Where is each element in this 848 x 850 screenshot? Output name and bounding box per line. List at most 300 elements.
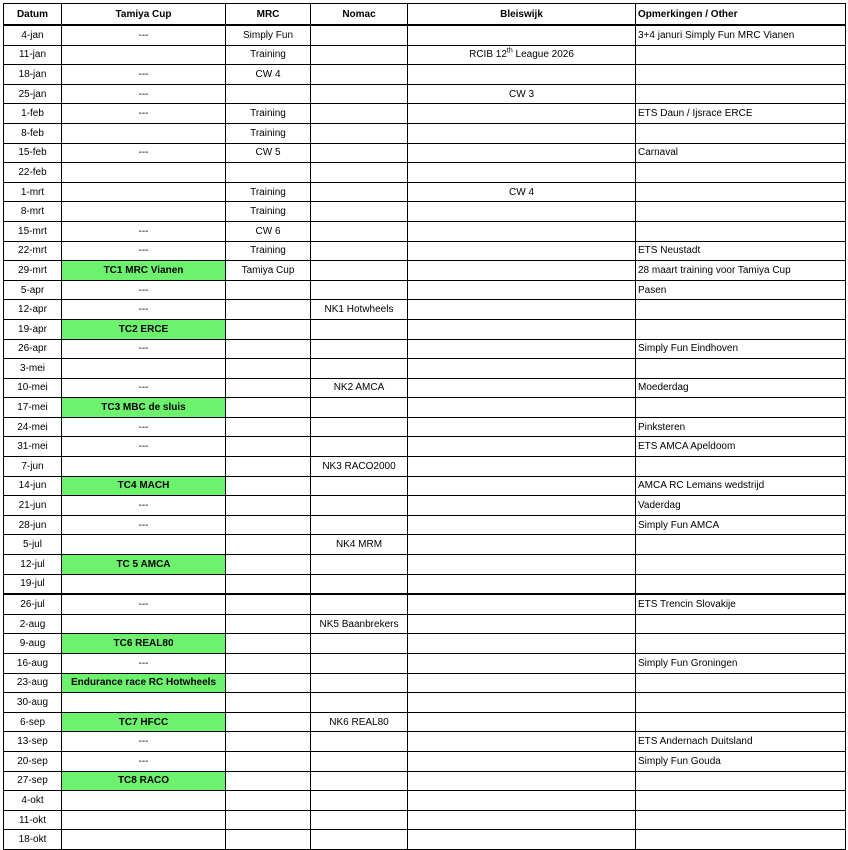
cell-mrc: Training [226, 182, 311, 202]
cell-tamiya-cup [62, 457, 226, 477]
cell-datum: 6-sep [4, 712, 62, 732]
cell-nomac [311, 515, 408, 535]
cell-tamiya-cup: --- [62, 339, 226, 359]
cell-opmerkingen: ETS Andernach Duitsland [636, 732, 846, 752]
cell-mrc [226, 496, 311, 516]
cell-opmerkingen: ETS Daun / Ijsrace ERCE [636, 104, 846, 124]
cell-opmerkingen [636, 221, 846, 241]
table-row [4, 614, 846, 634]
cell-opmerkingen: AMCA RC Lemans wedstrijd [636, 476, 846, 496]
cell-bleiswijk [408, 614, 636, 634]
cell-opmerkingen [636, 535, 846, 555]
cell-opmerkingen: Vaderdag [636, 496, 846, 516]
cell-nomac [311, 398, 408, 418]
table-row [4, 241, 846, 261]
header-bleiswijk: Bleiswijk [408, 4, 636, 26]
cell-nomac: NK1 Hotwheels [311, 300, 408, 320]
cell-mrc [226, 359, 311, 379]
cell-nomac [311, 634, 408, 654]
table-row [4, 417, 846, 437]
cell-mrc: Training [226, 45, 311, 65]
cell-datum: 18-jan [4, 65, 62, 85]
cell-mrc: CW 5 [226, 143, 311, 163]
cell-datum: 3-mei [4, 359, 62, 379]
cell-tamiya-cup: TC1 MRC Vianen [62, 261, 226, 281]
cell-opmerkingen [636, 673, 846, 693]
cell-nomac: NK5 Baanbrekers [311, 614, 408, 634]
cell-datum: 19-jul [4, 574, 62, 594]
cell-bleiswijk [408, 241, 636, 261]
header-tamiya-cup: Tamiya Cup [62, 4, 226, 26]
cell-datum: 15-feb [4, 143, 62, 163]
cell-bleiswijk [408, 398, 636, 418]
cell-tamiya-cup: --- [62, 143, 226, 163]
cell-opmerkingen: Pasen [636, 280, 846, 300]
cell-mrc: Training [226, 104, 311, 124]
cell-tamiya-cup [62, 182, 226, 202]
table-row [4, 496, 846, 516]
cell-mrc [226, 712, 311, 732]
cell-nomac [311, 182, 408, 202]
table-row [4, 182, 846, 202]
cell-tamiya-cup: TC3 MBC de sluis [62, 398, 226, 418]
cell-datum: 12-apr [4, 300, 62, 320]
cell-mrc [226, 437, 311, 457]
cell-opmerkingen: Simply Fun Eindhoven [636, 339, 846, 359]
cell-bleiswijk [408, 221, 636, 241]
cell-opmerkingen [636, 84, 846, 104]
cell-nomac [311, 751, 408, 771]
cell-opmerkingen [636, 555, 846, 575]
cell-nomac [311, 732, 408, 752]
cell-nomac [311, 45, 408, 65]
cell-nomac [311, 241, 408, 261]
cell-nomac [311, 202, 408, 222]
cell-datum: 7-jun [4, 457, 62, 477]
cell-datum: 4-okt [4, 791, 62, 811]
cell-opmerkingen [636, 163, 846, 183]
cell-mrc [226, 810, 311, 830]
cell-tamiya-cup [62, 791, 226, 811]
cell-tamiya-cup: --- [62, 594, 226, 614]
cell-nomac [311, 771, 408, 791]
cell-tamiya-cup [62, 614, 226, 634]
cell-nomac [311, 25, 408, 45]
cell-tamiya-cup: --- [62, 84, 226, 104]
cell-mrc [226, 339, 311, 359]
cell-datum: 11-okt [4, 810, 62, 830]
cell-tamiya-cup [62, 830, 226, 850]
cell-bleiswijk [408, 163, 636, 183]
table-row [4, 280, 846, 300]
table-row [4, 476, 846, 496]
cell-bleiswijk [408, 476, 636, 496]
cell-mrc [226, 751, 311, 771]
cell-datum: 5-jul [4, 535, 62, 555]
cell-datum: 29-mrt [4, 261, 62, 281]
cell-datum: 4-jan [4, 25, 62, 45]
cell-bleiswijk [408, 319, 636, 339]
cell-opmerkingen [636, 359, 846, 379]
cell-bleiswijk [408, 359, 636, 379]
header-datum: Datum [4, 4, 62, 26]
table-row [4, 693, 846, 713]
cell-mrc [226, 693, 311, 713]
cell-mrc [226, 280, 311, 300]
cell-mrc [226, 417, 311, 437]
cell-tamiya-cup [62, 693, 226, 713]
cell-tamiya-cup: TC7 HFCC [62, 712, 226, 732]
cell-nomac [311, 654, 408, 674]
cell-bleiswijk [408, 574, 636, 594]
table-row [4, 339, 846, 359]
table-row [4, 143, 846, 163]
cell-nomac [311, 791, 408, 811]
cell-datum: 1-mrt [4, 182, 62, 202]
cell-opmerkingen [636, 791, 846, 811]
cell-nomac [311, 143, 408, 163]
cell-datum: 30-aug [4, 693, 62, 713]
cell-tamiya-cup: --- [62, 496, 226, 516]
cell-opmerkingen [636, 574, 846, 594]
header-mrc: MRC [226, 4, 311, 26]
cell-nomac [311, 496, 408, 516]
cell-nomac [311, 104, 408, 124]
cell-tamiya-cup: --- [62, 300, 226, 320]
cell-tamiya-cup [62, 359, 226, 379]
cell-datum: 16-aug [4, 654, 62, 674]
cell-nomac [311, 574, 408, 594]
cell-mrc [226, 791, 311, 811]
cell-opmerkingen [636, 712, 846, 732]
cell-opmerkingen [636, 771, 846, 791]
cell-bleiswijk [408, 594, 636, 614]
cell-opmerkingen [636, 123, 846, 143]
cell-bleiswijk [408, 202, 636, 222]
cell-opmerkingen: 3+4 januri Simply Fun MRC Vianen [636, 25, 846, 45]
cell-bleiswijk [408, 378, 636, 398]
table-row [4, 319, 846, 339]
cell-opmerkingen [636, 398, 846, 418]
cell-mrc [226, 771, 311, 791]
cell-bleiswijk [408, 810, 636, 830]
cell-datum: 28-jun [4, 515, 62, 535]
table-row [4, 300, 846, 320]
table-row [4, 712, 846, 732]
cell-datum: 5-apr [4, 280, 62, 300]
cell-opmerkingen [636, 202, 846, 222]
cell-nomac [311, 594, 408, 614]
cell-opmerkingen [636, 830, 846, 850]
cell-nomac: NK4 MRM [311, 535, 408, 555]
cell-mrc [226, 515, 311, 535]
cell-tamiya-cup [62, 810, 226, 830]
cell-nomac: NK6 REAL80 [311, 712, 408, 732]
cell-mrc: Training [226, 123, 311, 143]
cell-opmerkingen: Simply Fun Groningen [636, 654, 846, 674]
cell-tamiya-cup: TC2 ERCE [62, 319, 226, 339]
table-row [4, 791, 846, 811]
cell-bleiswijk [408, 457, 636, 477]
cell-datum: 21-jun [4, 496, 62, 516]
cell-datum: 13-sep [4, 732, 62, 752]
cell-mrc [226, 673, 311, 693]
table-row [4, 751, 846, 771]
header-opmerkingen: Opmerkingen / Other [636, 4, 846, 26]
cell-datum: 11-jan [4, 45, 62, 65]
cell-opmerkingen [636, 45, 846, 65]
cell-nomac [311, 476, 408, 496]
cell-opmerkingen: 28 maart training voor Tamiya Cup [636, 261, 846, 281]
bleiswijk-text: RCIB 12 [469, 49, 507, 61]
cell-bleiswijk [408, 417, 636, 437]
cell-mrc [226, 476, 311, 496]
cell-nomac [311, 261, 408, 281]
cell-mrc: Training [226, 202, 311, 222]
cell-mrc [226, 84, 311, 104]
table-row [4, 574, 846, 594]
cell-opmerkingen: ETS Neustadt [636, 241, 846, 261]
cell-datum: 18-okt [4, 830, 62, 850]
cell-mrc: CW 6 [226, 221, 311, 241]
table-row [4, 515, 846, 535]
table-row [4, 771, 846, 791]
cell-tamiya-cup: --- [62, 280, 226, 300]
calendar-rows [4, 25, 846, 849]
table-row [4, 25, 846, 45]
cell-tamiya-cup [62, 535, 226, 555]
cell-datum: 14-jun [4, 476, 62, 496]
cell-tamiya-cup: --- [62, 751, 226, 771]
cell-opmerkingen: Pinksteren [636, 417, 846, 437]
cell-datum: 22-feb [4, 163, 62, 183]
cell-nomac [311, 673, 408, 693]
cell-nomac [311, 359, 408, 379]
cell-bleiswijk [408, 261, 636, 281]
cell-opmerkingen [636, 457, 846, 477]
cell-nomac [311, 555, 408, 575]
table-row [4, 359, 846, 379]
cell-datum: 17-mei [4, 398, 62, 418]
cell-datum: 31-mei [4, 437, 62, 457]
cell-mrc [226, 574, 311, 594]
cell-bleiswijk [408, 654, 636, 674]
cell-datum: 10-mei [4, 378, 62, 398]
cell-bleiswijk [408, 732, 636, 752]
cell-opmerkingen [636, 810, 846, 830]
cell-datum: 23-aug [4, 673, 62, 693]
table-row [4, 398, 846, 418]
cell-opmerkingen [636, 693, 846, 713]
cell-datum: 19-apr [4, 319, 62, 339]
cell-bleiswijk [408, 25, 636, 45]
table-row [4, 123, 846, 143]
cell-bleiswijk [408, 555, 636, 575]
cell-mrc [226, 398, 311, 418]
cell-opmerkingen: Simply Fun AMCA [636, 515, 846, 535]
cell-bleiswijk [408, 634, 636, 654]
cell-datum: 12-jul [4, 555, 62, 575]
cell-bleiswijk [408, 45, 636, 65]
bleiswijk-superscript: th [506, 48, 513, 56]
cell-tamiya-cup: --- [62, 65, 226, 85]
cell-opmerkingen: ETS Trencin Slovakije [636, 594, 846, 614]
table-row [4, 65, 846, 85]
cell-tamiya-cup [62, 123, 226, 143]
cell-mrc [226, 300, 311, 320]
cell-mrc: Training [226, 241, 311, 261]
cell-nomac: NK2 AMCA [311, 378, 408, 398]
cell-opmerkingen [636, 634, 846, 654]
table-row [4, 261, 846, 281]
cell-nomac [311, 339, 408, 359]
cell-bleiswijk [408, 830, 636, 850]
table-row [4, 104, 846, 124]
cell-tamiya-cup [62, 163, 226, 183]
cell-bleiswijk [408, 300, 636, 320]
cell-opmerkingen: Simply Fun Gouda [636, 751, 846, 771]
cell-nomac [311, 810, 408, 830]
cell-nomac [311, 163, 408, 183]
cell-mrc [226, 378, 311, 398]
table-row [4, 84, 846, 104]
cell-bleiswijk [408, 751, 636, 771]
table-row [4, 634, 846, 654]
cell-mrc: Simply Fun [226, 25, 311, 45]
cell-tamiya-cup: --- [62, 25, 226, 45]
cell-opmerkingen: Carnaval [636, 143, 846, 163]
cell-tamiya-cup: --- [62, 417, 226, 437]
cell-bleiswijk [408, 791, 636, 811]
cell-datum: 20-sep [4, 751, 62, 771]
cell-opmerkingen [636, 65, 846, 85]
bleiswijk-text-tail: League 2026 [512, 49, 574, 61]
table-row [4, 45, 846, 65]
cell-opmerkingen [636, 300, 846, 320]
table-row [4, 732, 846, 752]
cell-bleiswijk [408, 104, 636, 124]
cell-nomac [311, 280, 408, 300]
cell-tamiya-cup [62, 202, 226, 222]
cell-bleiswijk [408, 280, 636, 300]
cell-mrc [226, 830, 311, 850]
cell-datum: 1-feb [4, 104, 62, 124]
table-row [4, 437, 846, 457]
cell-datum: 8-mrt [4, 202, 62, 222]
cell-nomac [311, 830, 408, 850]
cell-tamiya-cup: --- [62, 221, 226, 241]
cell-nomac [311, 65, 408, 85]
table-row [4, 378, 846, 398]
cell-datum: 9-aug [4, 634, 62, 654]
cell-datum: 8-feb [4, 123, 62, 143]
cell-mrc [226, 163, 311, 183]
cell-bleiswijk [408, 693, 636, 713]
cell-bleiswijk [408, 771, 636, 791]
header-row [4, 4, 846, 26]
table-row [4, 673, 846, 693]
cell-mrc [226, 614, 311, 634]
cell-tamiya-cup: --- [62, 732, 226, 752]
cell-mrc [226, 634, 311, 654]
cell-tamiya-cup [62, 574, 226, 594]
cell-opmerkingen [636, 319, 846, 339]
cell-opmerkingen: ETS AMCA Apeldoom [636, 437, 846, 457]
table-row [4, 830, 846, 850]
cell-tamiya-cup: --- [62, 241, 226, 261]
race-calendar-table [3, 3, 846, 850]
cell-tamiya-cup: --- [62, 654, 226, 674]
cell-nomac [311, 123, 408, 143]
cell-nomac: NK3 RACO2000 [311, 457, 408, 477]
cell-nomac [311, 84, 408, 104]
cell-mrc [226, 732, 311, 752]
cell-mrc: CW 4 [226, 65, 311, 85]
cell-datum: 25-jan [4, 84, 62, 104]
cell-tamiya-cup: TC8 RACO [62, 771, 226, 791]
cell-nomac [311, 417, 408, 437]
cell-tamiya-cup: TC4 MACH [62, 476, 226, 496]
cell-datum: 26-apr [4, 339, 62, 359]
cell-bleiswijk [408, 515, 636, 535]
cell-bleiswijk: CW 3 [408, 84, 636, 104]
cell-tamiya-cup [62, 45, 226, 65]
cell-bleiswijk [408, 123, 636, 143]
cell-bleiswijk [408, 496, 636, 516]
cell-datum: 27-sep [4, 771, 62, 791]
cell-nomac [311, 693, 408, 713]
cell-datum: 22-mrt [4, 241, 62, 261]
table-row [4, 810, 846, 830]
cell-opmerkingen [636, 614, 846, 634]
cell-mrc: Tamiya Cup [226, 261, 311, 281]
cell-nomac [311, 221, 408, 241]
cell-bleiswijk [408, 339, 636, 359]
cell-mrc [226, 594, 311, 614]
table-row [4, 535, 846, 555]
table-row [4, 221, 846, 241]
cell-tamiya-cup: --- [62, 378, 226, 398]
cell-bleiswijk [408, 143, 636, 163]
cell-bleiswijk [408, 437, 636, 457]
cell-tamiya-cup: --- [62, 515, 226, 535]
cell-bleiswijk [408, 535, 636, 555]
cell-datum: 26-jul [4, 594, 62, 614]
cell-mrc [226, 555, 311, 575]
cell-tamiya-cup: TC6 REAL80 [62, 634, 226, 654]
cell-mrc [226, 535, 311, 555]
cell-datum: 15-mrt [4, 221, 62, 241]
table-row [4, 163, 846, 183]
table-row [4, 555, 846, 575]
cell-datum: 24-mei [4, 417, 62, 437]
cell-tamiya-cup: Endurance race RC Hotwheels [62, 673, 226, 693]
table-row [4, 594, 846, 614]
cell-tamiya-cup: TC 5 AMCA [62, 555, 226, 575]
header-nomac: Nomac [311, 4, 408, 26]
cell-datum: 2-aug [4, 614, 62, 634]
cell-mrc [226, 654, 311, 674]
table-row [4, 654, 846, 674]
cell-mrc [226, 457, 311, 477]
table-row [4, 202, 846, 222]
cell-nomac [311, 319, 408, 339]
cell-nomac [311, 437, 408, 457]
cell-tamiya-cup: --- [62, 104, 226, 124]
cell-bleiswijk [408, 65, 636, 85]
cell-opmerkingen [636, 182, 846, 202]
cell-opmerkingen: Moederdag [636, 378, 846, 398]
